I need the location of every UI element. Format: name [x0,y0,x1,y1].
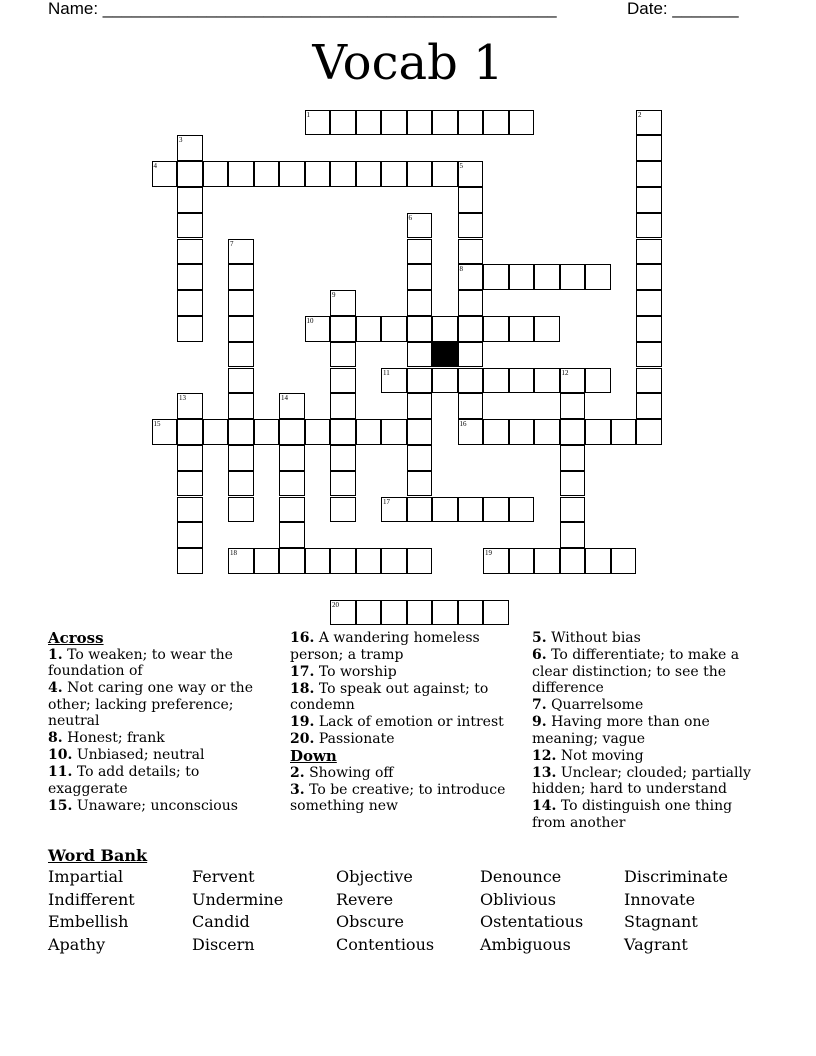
clue-number: 17 [383,497,390,506]
clue-number-label: 8. [48,730,63,746]
clue-number: 13 [179,394,186,403]
crossword-cell[interactable] [611,419,637,445]
crossword-cell[interactable] [483,316,509,342]
crossword-cell[interactable] [254,161,280,187]
clue-number: 3 [179,136,183,145]
crossword-cell[interactable] [177,135,203,161]
crossword-cell[interactable] [152,161,178,187]
clue-text: Not moving [560,747,644,764]
crossword-cell[interactable] [585,368,611,394]
clue-number-label: 4. [48,680,63,696]
clue [48,680,283,730]
crossword-cell[interactable] [177,445,203,471]
clue-number: 18 [230,549,237,558]
clue-text: Passionate [318,731,395,747]
clue [532,697,767,714]
crossword-cell[interactable] [458,419,484,445]
crossword-cell[interactable] [458,393,484,419]
crossword-cell[interactable] [279,471,305,497]
clue-number: 7 [230,239,234,248]
crossword-cell[interactable] [509,497,535,523]
clue [290,681,525,714]
clue-number: 12 [561,368,569,377]
crossword-cell[interactable] [356,600,382,626]
clue [290,731,525,748]
word-bank-entry: Undermine [192,889,284,909]
crossword-cell[interactable] [228,548,254,574]
clue-text: Honest; frank [67,730,165,746]
crossword-cell[interactable] [305,161,331,187]
crossword-cell[interactable] [228,393,254,419]
word-bank-entry: Stagnant [624,912,698,932]
crossword-cell[interactable] [534,548,560,574]
crossword-cell[interactable] [483,548,509,574]
word-bank-entry: Denounce [480,867,562,886]
crossword-cell[interactable] [483,110,509,136]
crossword-cell[interactable] [585,548,611,574]
crossword-cell[interactable] [407,445,433,471]
crossword-cell[interactable] [356,316,382,342]
crossword-cell[interactable] [381,161,407,187]
clue-number-label: 6. [532,647,547,663]
crossword-cell[interactable] [330,497,356,523]
word-bank-entry: Objective [336,867,413,886]
word-bank-title: Word Bank [48,846,148,865]
crossword-cell[interactable] [509,419,535,445]
crossword-cell[interactable] [509,264,535,290]
clue [48,764,283,797]
crossword-cell[interactable] [177,393,203,419]
crossword-cell[interactable] [381,316,407,342]
clue [48,747,283,764]
clue-text: Quarrelsome [551,697,644,713]
crossword-cell[interactable] [509,110,535,136]
crossword-cell[interactable] [458,213,484,239]
word-bank-entry: Impartial [48,867,124,886]
clue-text: Unaware; unconscious [76,797,238,814]
clue-number-label: 20. [290,731,315,747]
clue [290,765,525,782]
crossword-cell[interactable] [636,419,662,445]
crossword-cell[interactable] [228,419,254,445]
clue-text: To be creative; to introduce something new [290,781,506,814]
crossword-cell[interactable] [534,419,560,445]
clue-text: To distinguish one thing from another [532,798,733,831]
crossword-cell[interactable] [432,110,458,136]
clues-column-3 [532,630,767,832]
clue [532,647,767,697]
crossword-cell[interactable] [279,393,305,419]
clue-number: 14 [281,394,288,403]
crossword-cell[interactable] [177,264,203,290]
crossword-cell[interactable] [483,419,509,445]
crossword-cell[interactable] [534,264,560,290]
down-heading: Down [290,747,337,765]
crossword-cell[interactable] [407,110,433,136]
clue [532,748,767,765]
crossword-cell[interactable] [330,110,356,136]
word-bank-entry: Ambiguous [480,935,571,955]
crossword-cell[interactable] [356,419,382,445]
crossword-cell[interactable] [152,419,178,445]
crossword-cell[interactable] [203,161,229,187]
crossword-cell[interactable] [356,110,382,136]
clue-number-label: 10. [48,747,73,763]
crossword-cell[interactable] [279,161,305,187]
crossword-cell[interactable] [407,290,433,316]
crossword-cell[interactable] [534,368,560,394]
crossword-cell[interactable] [279,548,305,574]
clue-number-label: 14. [532,798,557,814]
word-bank-entry: Indifferent [48,889,135,909]
clue-text: To worship [318,663,397,680]
crossword-cell[interactable] [407,342,433,368]
crossword-cell[interactable] [458,290,484,316]
crossword-cell[interactable] [330,471,356,497]
crossword-cell[interactable] [534,316,560,342]
clue-number-label: 3. [290,781,305,798]
word-bank-entry: Revere [336,889,394,909]
crossword-cell[interactable] [305,548,331,574]
clues-column-1 [48,630,283,815]
word-bank-entry: Candid [192,912,250,932]
crossword-cell[interactable] [407,497,433,523]
crossword-cell[interactable] [432,368,458,394]
crossword-cell[interactable] [560,548,586,574]
crossword-cell[interactable] [458,316,484,342]
crossword-cell[interactable] [432,316,458,342]
crossword-cell[interactable] [330,600,356,626]
crossword-cell[interactable] [509,316,535,342]
clue-number: 10 [306,316,314,325]
name-field-label: Name: ________________________________________________ [48,0,557,18]
clue-number: 11 [383,368,390,377]
crossword-cell[interactable] [407,368,433,394]
crossword-cell[interactable] [560,471,586,497]
crossword-cell[interactable] [330,161,356,187]
crossword-cell[interactable] [254,548,280,574]
crossword-cell[interactable] [483,264,509,290]
crossword-cell[interactable] [228,497,254,523]
crossword-cell[interactable] [177,471,203,497]
clue [532,630,767,647]
across-clue-list [48,647,283,815]
crossword-cell[interactable] [585,419,611,445]
clue [48,730,283,747]
crossword-cell[interactable] [228,161,254,187]
crossword-cell[interactable] [458,161,484,187]
crossword-cell[interactable] [636,239,662,265]
crossword-cell[interactable] [330,368,356,394]
clue-text: Unbiased; neutral [76,747,205,763]
crossword-cell[interactable] [458,368,484,394]
crossword-cell[interactable] [560,368,586,394]
crossword-cell[interactable] [177,239,203,265]
crossword-cell[interactable] [228,471,254,497]
crossword-cell[interactable] [636,264,662,290]
crossword-cell[interactable] [458,264,484,290]
word-bank [48,866,788,957]
crossword-cell[interactable] [636,161,662,187]
word-bank-entry: Discern [192,935,255,955]
crossword-cell[interactable] [560,419,586,445]
clue [532,798,767,831]
crossword-cell[interactable] [177,522,203,548]
clue-text: Having more than one meaning; vague [532,714,710,747]
clue-text: To weaken; to wear the foundation of [48,646,233,679]
crossword-cell[interactable] [636,393,662,419]
crossword-cell[interactable] [330,419,356,445]
clue-number: 6 [408,213,412,222]
clue-text: A wandering homeless person; a tramp [290,630,480,663]
crossword-cell[interactable] [177,316,203,342]
crossword-cell[interactable] [177,548,203,574]
crossword-cell[interactable] [636,187,662,213]
crossword-cell[interactable] [458,110,484,136]
crossword-cell[interactable] [203,419,229,445]
clue-number-label: 7. [532,697,547,713]
crossword-cell[interactable] [458,600,484,626]
crossword-cell[interactable] [407,600,433,626]
crossword-cell[interactable] [381,110,407,136]
clue-number: 5 [459,162,463,171]
crossword-cell[interactable] [560,393,586,419]
down-clue-list-continued [532,630,767,831]
crossword-cell[interactable] [458,239,484,265]
crossword-cell[interactable] [279,522,305,548]
black-square [432,342,458,368]
clue-number-label: 12. [532,747,557,764]
clue [290,664,525,681]
word-bank-entry: Contentious [336,935,435,955]
crossword-cell[interactable] [407,316,433,342]
crossword-cell[interactable] [381,368,407,394]
clue-text: Lack of emotion or intrest [318,714,504,730]
crossword-cell[interactable] [432,497,458,523]
crossword-cell[interactable] [228,316,254,342]
crossword-cell[interactable] [254,419,280,445]
crossword-cell[interactable] [483,368,509,394]
word-bank-entry: Embellish [48,912,129,932]
crossword-cell[interactable] [177,497,203,523]
crossword-cell[interactable] [458,497,484,523]
clue-number: 19 [485,549,492,558]
word-bank-entry: Innovate [624,889,696,909]
word-bank-entry: Oblivious [480,889,556,909]
crossword-cell[interactable] [458,342,484,368]
crossword-cell[interactable] [636,316,662,342]
crossword-cell[interactable] [432,161,458,187]
crossword-cell[interactable] [177,419,203,445]
crossword-cell[interactable] [228,342,254,368]
clue-text: Without bias [551,630,641,646]
clue-number-label: 13. [532,764,557,781]
clue-number-label: 18. [290,680,315,697]
crossword-cell[interactable] [177,290,203,316]
clue [290,630,525,663]
clue-number-label: 9. [532,714,547,730]
crossword-cell[interactable] [305,110,331,136]
clue [532,714,767,747]
word-bank-entry: Obscure [336,912,404,932]
crossword-cell[interactable] [177,187,203,213]
clue-text: To differentiate; to make a clear distinction; to see the difference [532,647,740,696]
crossword-cell[interactable] [636,213,662,239]
clue-number: 9 [332,291,336,300]
clue-number: 16 [459,420,467,429]
crossword-cell[interactable] [279,419,305,445]
across-heading: Across [48,629,104,647]
crossword-cell[interactable] [458,187,484,213]
crossword-cell[interactable] [228,290,254,316]
word-bank-entry: Apathy [48,935,106,955]
word-bank-entry: Discriminate [624,867,728,886]
crossword-cell[interactable] [279,445,305,471]
crossword-cell[interactable] [305,419,331,445]
clue [532,765,767,798]
crossword-cell[interactable] [560,445,586,471]
crossword-cell[interactable] [177,213,203,239]
crossword-cell[interactable] [279,497,305,523]
clue-number-label: 16. [290,630,315,646]
down-clue-list [290,765,525,815]
clue-number-label: 19. [290,714,315,730]
clue-number: 2 [638,110,642,119]
page-title: Vocab 1 [312,35,504,91]
crossword-cell[interactable] [636,110,662,136]
clue-number: 1 [306,110,310,119]
crossword-cell[interactable] [407,161,433,187]
clues-column-2 [290,630,525,815]
word-bank-entry: Ostentatious [480,912,584,932]
crossword-cell[interactable] [356,548,382,574]
clue [48,798,283,815]
across-clue-list-continued [290,630,525,748]
crossword-cell[interactable] [407,264,433,290]
crossword-cell[interactable] [636,342,662,368]
crossword-cell[interactable] [636,135,662,161]
clue-number-label: 17. [290,663,315,680]
crossword-cell[interactable] [330,290,356,316]
crossword-cell[interactable] [330,445,356,471]
clue [290,714,525,731]
clue [48,647,283,680]
crossword-cell[interactable] [356,161,382,187]
crossword-cell[interactable] [407,239,433,265]
word-bank-entry: Fervent [192,867,255,886]
clue-number: 15 [153,420,161,429]
crossword-cell[interactable] [330,342,356,368]
crossword-cell[interactable] [483,600,509,626]
crossword-cell[interactable] [330,316,356,342]
crossword-cell[interactable] [407,471,433,497]
crossword-cell[interactable] [509,368,535,394]
crossword-cell[interactable] [228,368,254,394]
crossword-cell[interactable] [305,316,331,342]
crossword-cell[interactable] [483,497,509,523]
clue-number: 4 [153,162,157,171]
crossword-cell[interactable] [177,161,203,187]
crossword-cell[interactable] [407,213,433,239]
clue-number-label: 5. [532,630,547,646]
crossword-cell[interactable] [381,548,407,574]
word-bank-entry: Vagrant [624,935,688,955]
crossword-cell[interactable] [407,419,433,445]
clue-number-label: 15. [48,797,73,814]
clue-text: Unclear; clouded; partially hidden; hard to understand [532,764,751,797]
crossword-cell[interactable] [432,600,458,626]
clue-number: 20 [332,600,339,609]
crossword-cell[interactable] [228,239,254,265]
crossword-cell[interactable] [330,548,356,574]
crossword-cell[interactable] [381,419,407,445]
clue [290,782,525,815]
clue-number: 8 [459,265,463,274]
crossword-cell[interactable] [228,264,254,290]
crossword-cell[interactable] [330,393,356,419]
crossword-cell[interactable] [611,548,637,574]
clue-number-label: 1. [48,646,63,663]
crossword-cell[interactable] [381,600,407,626]
clue-text: To speak out against; to condemn [290,680,489,713]
clue-text: Not caring one way or the other; lacking preference; neutral [48,680,253,729]
clue-number-label: 2. [290,764,305,781]
crossword-cell[interactable] [407,393,433,419]
crossword-cell[interactable] [560,522,586,548]
crossword-cell[interactable] [407,548,433,574]
clue-number-label: 11. [48,764,73,780]
crossword-cell[interactable] [636,368,662,394]
crossword-cell[interactable] [228,445,254,471]
crossword-cell[interactable] [636,290,662,316]
clue-text: To add details; to exaggerate [48,764,200,797]
date-field-label: Date: _______ [627,0,739,18]
crossword-cell[interactable] [560,264,586,290]
clue-text: Showing off [309,764,394,781]
crossword-cell[interactable] [381,497,407,523]
crossword-cell[interactable] [560,497,586,523]
crossword-cell[interactable] [509,548,535,574]
crossword-cell[interactable] [585,264,611,290]
